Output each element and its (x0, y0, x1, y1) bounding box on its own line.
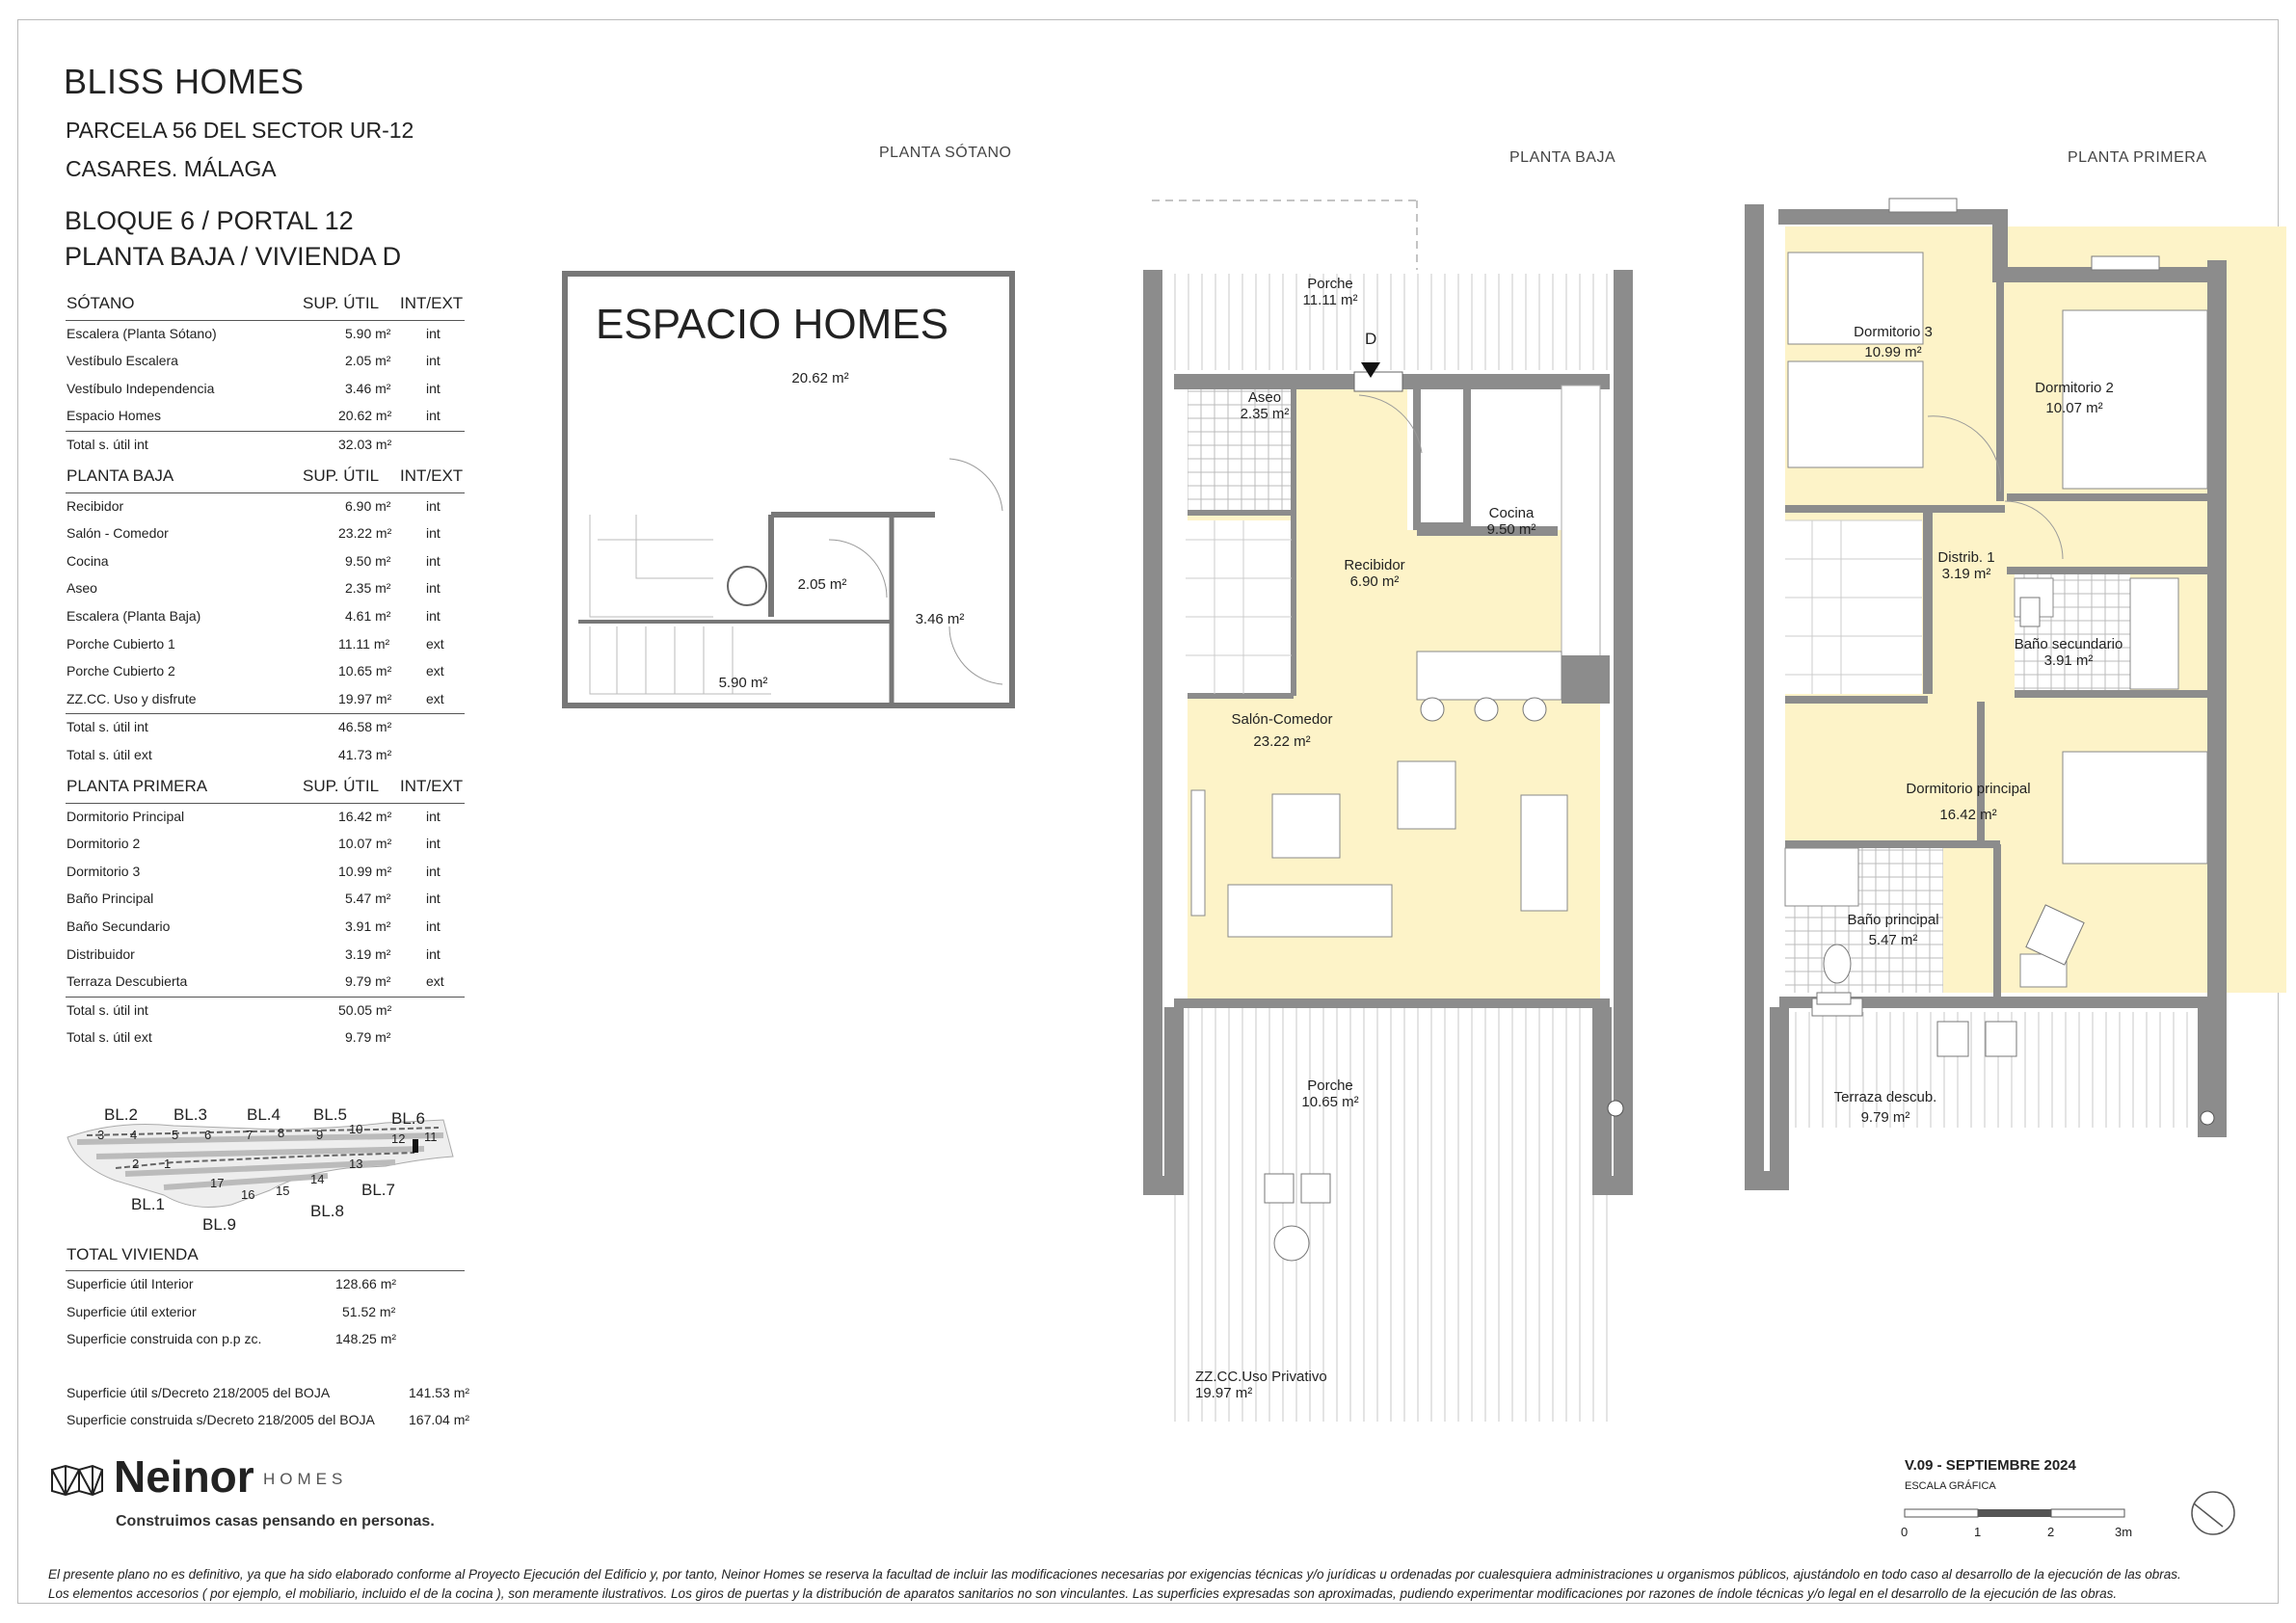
table-row: Escalera (Planta Baja) 4.61 m² int (67, 607, 441, 624)
table-row: Distribuidor 3.19 m² int (67, 945, 441, 962)
svg-text:3 4 5 6 7: 3 4 5 6 7 8 9 10 12 11 2 1 17 16 15 14 13 (97, 1122, 438, 1202)
table-row: Superficie útil Interior 128.66 m² (67, 1276, 397, 1292)
scale-tick: 2 (2047, 1525, 2055, 1539)
table-total: Total s. útil ext 9.79 m² (67, 1029, 391, 1046)
table-total: Total s. útil int 32.03 m² (67, 436, 392, 452)
table-row: Terraza Descubierta 9.79 m² ext (66, 969, 465, 998)
room-dormitorio-3: Dormitorio 3 10.99 m² (1854, 324, 1933, 360)
table-total: Total s. útil int 46.58 m² (67, 719, 392, 735)
version-label: V.09 - SEPTIEMBRE 2024 (1905, 1457, 2076, 1474)
scale-title: ESCALA GRÁFICA (1905, 1480, 1996, 1492)
floor-title-sotano: PLANTA SÓTANO (879, 145, 1012, 161)
room-bano-principal: Baño principal 5.47 m² (1847, 912, 1939, 948)
unit-line: PLANTA BAJA / VIVIENDA D (65, 242, 402, 271)
parcel-line: PARCELA 56 DEL SECTOR UR-12 (66, 118, 414, 143)
room-distribuidor: Distrib. 1 3.19 m² (1937, 549, 1995, 582)
plan-primera (1754, 199, 2286, 1181)
table-row: Salón - Comedor 23.22 m² int (67, 525, 441, 542)
table-row: Aseo 2.35 m² int (67, 580, 441, 597)
site-label: BL.2 (104, 1105, 138, 1124)
room-salon: Salón-Comedor 23.22 m² (1231, 711, 1333, 750)
room-cocina: Cocina 9.50 m² (1486, 505, 1536, 538)
table-header: PLANTA BAJA SUP. ÚTIL INT/EXT (66, 465, 465, 493)
table-row: Dormitorio 2 10.07 m² int (67, 836, 441, 852)
room-aseo: Aseo 2.35 m² (1240, 389, 1290, 422)
table-row: Vestíbulo Escalera 2.05 m² int (67, 353, 441, 369)
graphic-scale (1905, 1492, 2234, 1534)
disclaimer-line: Los elementos accesorios ( por ejemplo, el mobiliario, incluido el de la cocina ), son meramente ilustrativos. Los giros de puertas y la distribución de aparatos sanitarios no son vinculantes. Las superficies expresadas son aproximadas, pudiendo experimentar modificaciones por razones de índole técnicas y/o legal en el desarrollo de la ejecución de las obras. (48, 1586, 2118, 1601)
brand-name: Neinor (114, 1451, 254, 1502)
room-vestibulo-area: 2.05 m² (797, 576, 847, 593)
table-row: Cocina 9.50 m² int (67, 552, 441, 569)
room-bano-secundario: Baño secundario 3.91 m² (2014, 636, 2123, 669)
brand-sub: HOMES (263, 1470, 348, 1488)
disclaimer-line: El presente plano no es definitivo, ya que ha sido elaborado conforme al Proyecto Ejecución del Edificio y, por tanto, Neinor Homes se reserva la facultad de incluir las modificaciones necesarias por exigencias técnicas y/o jurídicas u ordenadas por cualesquiera administraciones u organismos públicos, ajustándolo en todo caso al desarrollo de la ejecución de las obras. (48, 1567, 2181, 1582)
section-title: SÓTANO (67, 294, 135, 312)
table-total: Total s. útil int 50.05 m² (67, 1001, 392, 1018)
table-row: Porche Cubierto 2 10.65 m² ext (67, 663, 444, 679)
table-row: Vestíbulo Independencia 3.46 m² int (67, 380, 441, 396)
col-sup: SUP. ÚTIL (303, 294, 380, 312)
table-row: Baño Principal 5.47 m² int (67, 891, 441, 907)
room-recibidor: Recibidor 6.90 m² (1344, 557, 1405, 590)
scale-tick: 0 (1901, 1525, 1909, 1539)
table-row: Escalera (Planta Sótano) 5.90 m² int (67, 325, 441, 341)
espacio-homes-title: ESPACIO HOMES (596, 301, 948, 348)
table-row: ZZ.CC. Uso y disfrute 19.97 m² ext (66, 686, 465, 715)
room-zzcc: ZZ.CC.Uso Privativo 19.97 m² (1195, 1369, 1327, 1401)
room-dormitorio-2: Dormitorio 2 10.07 m² (2035, 380, 2114, 416)
section-title: TOTAL VIVIENDA (67, 1245, 199, 1264)
plan-baja (1152, 200, 1623, 1422)
scale-tick: 3m (2115, 1525, 2133, 1539)
room-espacio-area: 20.62 m² (791, 370, 849, 386)
table-total: Total s. útil ext 41.73 m² (67, 746, 392, 762)
floor-title-baja: PLANTA BAJA (1509, 149, 1616, 166)
table-row: Superficie construida s/Decreto 218/2005 del BOJA 167.04 m² (67, 1412, 470, 1428)
room-dormitorio-principal: Dormitorio principal 16.42 m² (1906, 781, 2031, 823)
door-label: D (1365, 330, 1377, 348)
table-row: Superficie útil exterior 51.52 m² (67, 1303, 396, 1319)
table-row: Superficie construida con p.p zc. 148.25 m² (67, 1331, 397, 1347)
table-row: Superficie útil s/Decreto 218/2005 del BOJA 141.53 m² (67, 1385, 470, 1400)
table-header: PLANTA PRIMERA SUP. ÚTIL INT/EXT (66, 775, 465, 804)
room-escalera-area: 5.90 m² (718, 675, 768, 691)
table-row: Recibidor 6.90 m² int (67, 497, 441, 514)
location-line: CASARES. MÁLAGA (66, 156, 277, 181)
brand-tagline: Construimos casas pensando en personas. (116, 1513, 435, 1530)
room-porche1: Porche 11.11 m² (1302, 276, 1358, 308)
room-porche2: Porche 10.65 m² (1301, 1078, 1359, 1110)
table-row: Porche Cubierto 1 11.11 m² ext (67, 635, 444, 652)
scale-tick: 1 (1974, 1525, 1982, 1539)
room-terraza: Terraza descub. 9.79 m² (1833, 1089, 1937, 1126)
block-line: BLOQUE 6 / PORTAL 12 (65, 206, 354, 235)
table-row: Baño Secundario 3.91 m² int (67, 918, 441, 934)
table-row: Dormitorio Principal 16.42 m² int (67, 808, 441, 824)
table-row: Espacio Homes 20.62 m² int (66, 403, 465, 432)
project-title: BLISS HOMES (64, 62, 305, 101)
room-independencia-area: 3.46 m² (915, 611, 965, 627)
table-row: Dormitorio 3 10.99 m² int (67, 863, 441, 879)
svg-text:BL.2 BL.3 BL.4 BL.: BL.2 BL.3 BL.4 BL.5 BL.6 BL.1 BL.9 BL.8 BL.7 (104, 1105, 425, 1234)
col-int: INT/EXT (400, 294, 464, 312)
floor-title-primera: PLANTA PRIMERA (2068, 149, 2207, 166)
